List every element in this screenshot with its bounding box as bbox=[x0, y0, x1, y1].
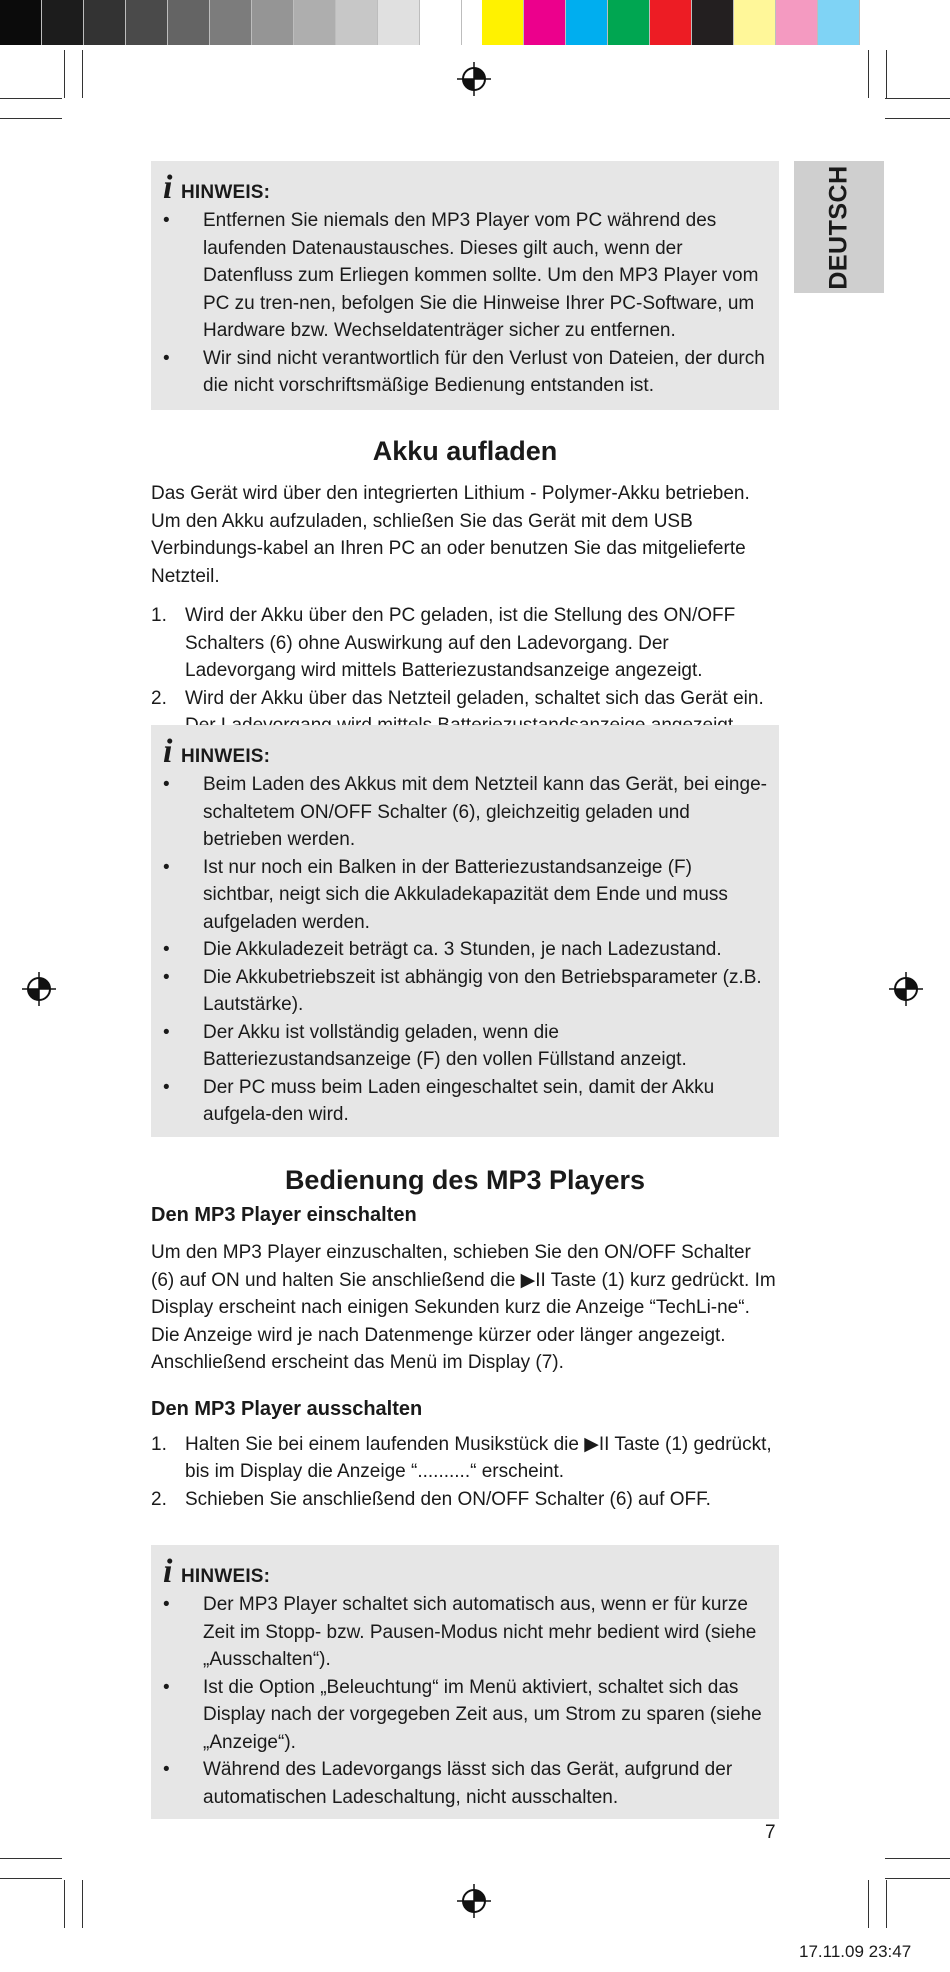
note-list bbox=[159, 207, 767, 400]
color-swatch bbox=[776, 0, 818, 45]
color-swatch bbox=[294, 0, 336, 45]
color-swatch bbox=[210, 0, 252, 45]
step-item: 2. Schieben Sie anschließend den ON/OFF Schalter (6) auf OFF. bbox=[151, 1488, 711, 1510]
note-item: • Der MP3 Player schaltet sich automatisch aus, wenn er für kurze Zeit im Stopp- bzw. Pausen-Modus nicht mehr bedient wird (siehe „Ausschalten“). bbox=[159, 1591, 767, 1674]
note-item: • Wir sind nicht verantwortlich für den Verlust von Dateien, der durch die nicht vorschriftsmäßige Bedienung entstanden ist. bbox=[159, 345, 767, 400]
crop-mark bbox=[82, 1880, 83, 1928]
note-item: • Während des Ladevorgangs lässt sich das Gerät, aufgrund der automatischen Ladeschaltung, nicht ausschalten. bbox=[159, 1756, 767, 1811]
color-swatch bbox=[608, 0, 650, 45]
note-item: • Beim Laden des Akkus mit dem Netzteil kann das Gerät, bei einge-schaltetem ON/OFF Schalter (6), gleichzeitig geladen und betrieben werden. bbox=[159, 771, 767, 854]
color-swatch bbox=[818, 0, 860, 45]
note-item: • Die Akkubetriebszeit ist abhängig von den Betriebsparameter (z.B. Lautstärke). bbox=[159, 964, 767, 1019]
note-item: • Ist nur noch ein Balken in der Batteriezustandsanzeige (F) sichtbar, neigt sich die Akkuladekapazität dem Ende und muss aufgeladen werden. bbox=[159, 854, 767, 937]
crop-mark bbox=[886, 1880, 887, 1928]
section-akku bbox=[151, 434, 779, 740]
info-icon: i bbox=[163, 1553, 173, 1590]
subheading-einschalten: Den MP3 Player einschalten bbox=[151, 1204, 417, 1226]
crop-mark bbox=[0, 98, 62, 99]
color-swatch bbox=[482, 0, 524, 45]
note-item: • Entfernen Sie niemals den MP3 Player vom PC während des laufenden Datenaustausches. Dieses gilt auch, wenn der Datenfluss zum Erliegen kommen sollte. Um den MP3 Player vom PC zu tren-nen, befolgen Sie die Hinweise Ihrer PC-Software, um Hardware bzw. Wechseldatenträger sicher zu entfernen. bbox=[159, 207, 767, 345]
note-item: • Der Akku ist vollständig geladen, wenn die Batteriezustandsanzeige (F) den vollen Füllstand anzeigt. bbox=[159, 1019, 767, 1074]
crop-mark bbox=[868, 50, 869, 98]
note-item: • Die Akkuladezeit beträgt ca. 3 Stunden, je nach Ladezustand. bbox=[159, 936, 767, 964]
note-box-2 bbox=[151, 725, 779, 1137]
color-swatch bbox=[378, 0, 420, 45]
crop-mark bbox=[885, 98, 950, 99]
note-title: HINWEIS: bbox=[181, 746, 271, 767]
language-side-tab bbox=[794, 161, 884, 293]
charging-steps bbox=[151, 602, 779, 740]
crop-mark bbox=[0, 1878, 62, 1879]
step-item: 1. Halten Sie bei einem laufenden Musikstück die ▶II Taste (1) gedrückt, bis im Display die Anzeige “..........“ erscheint. bbox=[151, 1433, 772, 1482]
note-box-1 bbox=[151, 161, 779, 410]
registration-mark-icon bbox=[889, 972, 923, 1006]
color-swatch bbox=[42, 0, 84, 45]
subheading-ausschalten: Den MP3 Player ausschalten bbox=[151, 1397, 423, 1420]
print-timestamp: 17.11.09 23:47 bbox=[799, 1942, 912, 1961]
color-swatch bbox=[420, 0, 462, 45]
ausschalten-steps bbox=[151, 1431, 779, 1514]
crop-mark bbox=[0, 118, 62, 119]
crop-mark bbox=[885, 118, 950, 119]
color-swatch bbox=[524, 0, 566, 45]
note-list bbox=[159, 771, 767, 1129]
note-item: • Ist die Option „Beleuchtung“ im Menü aktiviert, schaltet sich das Display nach der vorgegeben Zeit aus, um Strom zu sparen (siehe „Anzeige“). bbox=[159, 1674, 767, 1757]
language-label: DEUTSCH bbox=[824, 164, 853, 290]
step-item: 2. Wird der Akku über das Netzteil geladen, schaltet sich das Gerät ein. bbox=[151, 687, 764, 709]
registration-mark-icon bbox=[457, 1884, 491, 1918]
crop-mark bbox=[64, 1880, 65, 1928]
section-bedienung bbox=[151, 1163, 779, 1513]
crop-mark bbox=[885, 1858, 950, 1859]
grayscale-swatches bbox=[0, 0, 462, 45]
color-swatch bbox=[650, 0, 692, 45]
info-icon: i bbox=[163, 733, 173, 770]
note-item: • Der PC muss beim Laden eingeschaltet sein, damit der Akku aufgela-den wird. bbox=[159, 1074, 767, 1129]
info-icon: i bbox=[163, 169, 173, 206]
color-swatch bbox=[0, 0, 42, 45]
note-title: HINWEIS: bbox=[181, 182, 271, 203]
color-swatches bbox=[482, 0, 860, 45]
color-swatch bbox=[84, 0, 126, 45]
color-calibration-bar bbox=[0, 0, 860, 45]
color-swatch bbox=[566, 0, 608, 45]
einschalten-paragraph: Um den MP3 Player einzuschalten, schieben Sie den ON/OFF Schalter (6) auf ON und halten Sie anschließend die ▶II Taste (1) kurz gedrückt. Im Display erscheint nach einigen Sekunden kurz die Anzeige “TechLi-ne“. Die Anzeige wird je nach Datenmenge kürzer oder länger angezeigt. Anschließend erscheint das Menü im Display (7). bbox=[151, 1242, 776, 1373]
registration-mark-icon bbox=[457, 62, 491, 96]
color-swatch bbox=[692, 0, 734, 45]
color-swatch bbox=[734, 0, 776, 45]
page-number: 7 bbox=[765, 1822, 776, 1843]
color-swatch bbox=[168, 0, 210, 45]
crop-mark bbox=[868, 1880, 869, 1928]
note-title: HINWEIS: bbox=[181, 1566, 271, 1587]
crop-mark bbox=[885, 1878, 950, 1879]
color-swatch bbox=[252, 0, 294, 45]
intro-paragraph: Das Gerät wird über den integrierten Lithium - Polymer-Akku betrieben. Um den Akku aufzuladen, schließen Sie das Gerät mit dem USB Verbindungs-kabel an Ihren PC an oder benutzen Sie das mitgelieferte Netzteil. bbox=[151, 483, 750, 587]
crop-mark bbox=[82, 50, 83, 98]
step-item: 1. Wird der Akku über den PC geladen, ist die Stellung des ON/OFF Schalters (6) ohne Auswirkung auf den Ladevorgang. Der Ladevorgang wird mittels Batteriezustandsanzeige angezeigt. bbox=[151, 605, 736, 681]
crop-mark bbox=[0, 1858, 62, 1859]
section-heading: Bedienung des MP3 Players bbox=[284, 1165, 646, 1195]
note-box-3 bbox=[151, 1545, 779, 1819]
color-swatch bbox=[126, 0, 168, 45]
color-swatch bbox=[336, 0, 378, 45]
note-list bbox=[159, 1591, 767, 1811]
crop-mark bbox=[64, 50, 65, 98]
section-heading: Akku aufladen bbox=[372, 436, 558, 466]
registration-mark-icon bbox=[22, 972, 56, 1006]
crop-mark bbox=[886, 50, 887, 98]
